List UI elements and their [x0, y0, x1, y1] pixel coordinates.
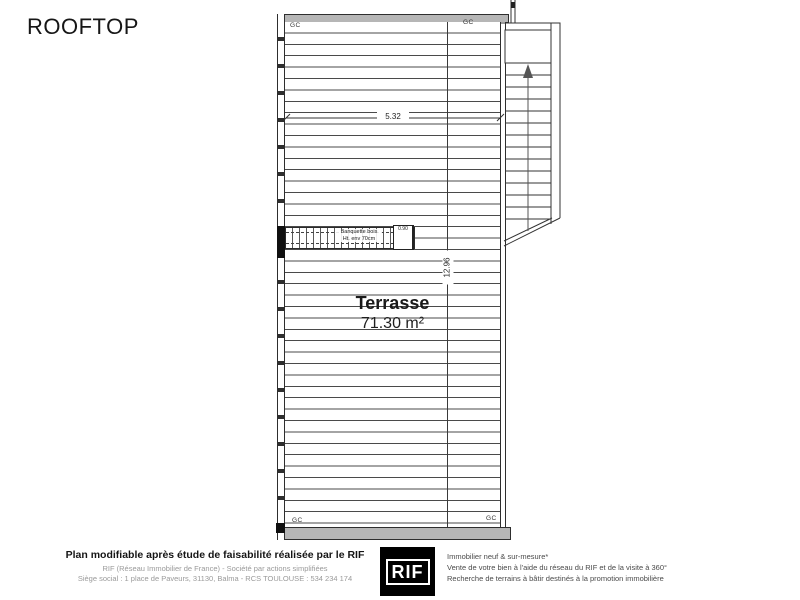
bench-label-line2: Ht. env 70cm — [342, 235, 376, 242]
footer-company-info — [55, 549, 375, 583]
gc-label-bottom-left: GC — [292, 517, 303, 524]
stairs-up-arrow-icon — [523, 64, 533, 231]
rif-logo-text: RIF — [386, 559, 430, 585]
footer-company-line2: Siège social : 1 place de Paveurs, 31130, Balma - RCS TOULOUSE : 534 234 174 — [77, 573, 353, 583]
gc-label-top-left: GC — [290, 22, 301, 29]
width-dimension: 5.32 — [377, 112, 409, 121]
room-label — [325, 293, 460, 334]
left-wall-post — [277, 226, 285, 258]
left-guardrail — [277, 14, 285, 540]
bench-end-box — [393, 225, 414, 250]
rif-logo — [380, 547, 435, 596]
bench-end-dimension: 0.90 — [398, 226, 408, 232]
right-wall — [500, 22, 506, 527]
staircase — [500, 0, 560, 246]
room-name: Terrasse — [355, 293, 430, 313]
bottom-wall — [278, 527, 511, 540]
page-title: ROOFTOP — [27, 14, 139, 39]
footer-service-line: Recherche de terrains à bâtir destinés à la promotion immobilière — [447, 574, 664, 583]
footer-services — [447, 551, 707, 584]
gc-label-bottom-right: GC — [486, 515, 497, 522]
footer-service-line: Vente de votre bien à l'aide du réseau du RIF et de la visite à 360° — [447, 563, 667, 572]
bench-label-line1: Banquette bois — [340, 229, 378, 235]
bench-label — [336, 229, 382, 242]
footer-company-line1: RIF (Réseau Immobilier de France) - Société par actions simplifiées — [102, 564, 328, 573]
terrace-deck — [285, 22, 500, 527]
room-area: 71.30 m² — [360, 315, 425, 332]
footer-disclaimer: Plan modifiable après étude de faisabilité réalisée par le RIF — [65, 549, 365, 561]
stub-mark — [511, 2, 515, 8]
height-dimension: 12.96 — [443, 251, 454, 285]
corner-block — [276, 523, 285, 533]
gc-label-top-right: GC — [463, 19, 474, 26]
footer-service-line: Immobilier neuf & sur-mesure* — [447, 552, 549, 561]
